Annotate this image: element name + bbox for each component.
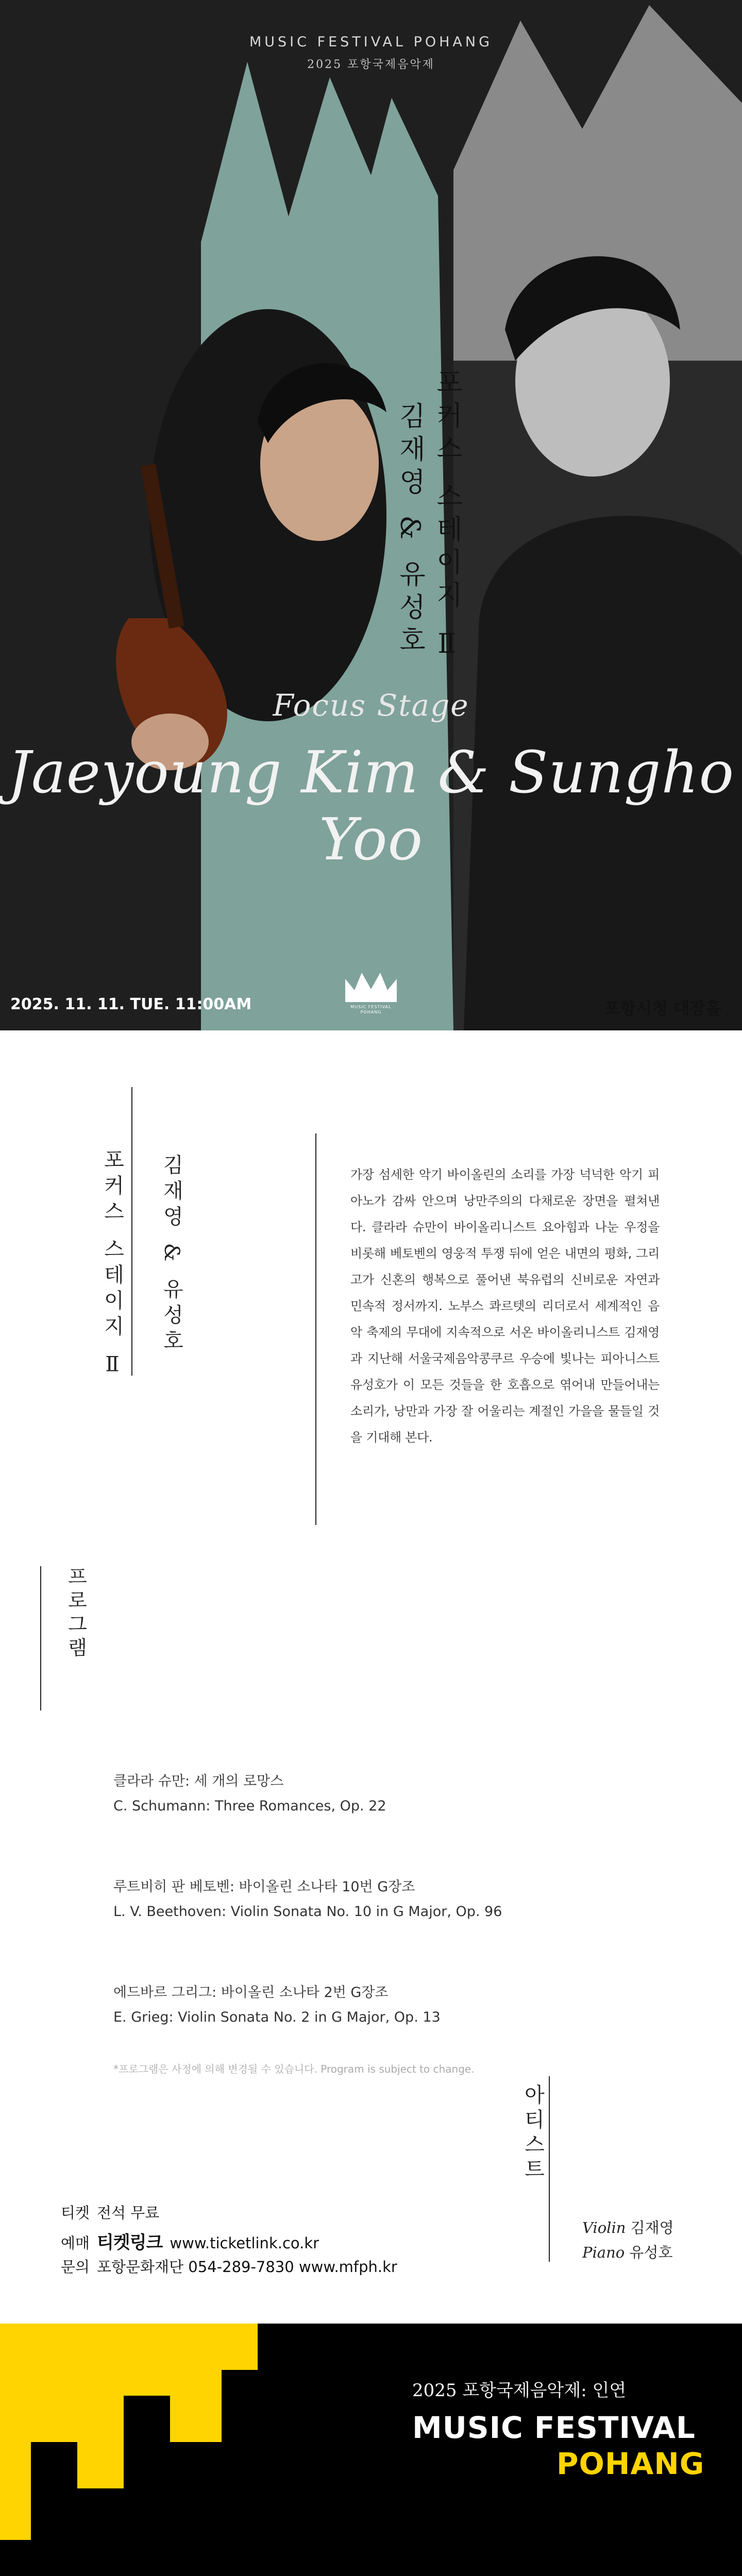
poster-script-line1: Focus Stage [273,688,469,723]
artist-role: Piano [582,2244,625,2261]
inquiry-value: 포항문화재단 054-289-7830 www.mfph.kr [97,2258,397,2276]
program-heading: 프로그램 [64,1566,87,1661]
program-divider [40,1566,41,1710]
festival-title-en-2: POHANG [556,2446,705,2481]
program-note: *프로그램은 사정에 의해 변경될 수 있습니다. Program is subject to change. [113,2063,475,2075]
program-work-2-ko: 루트비히 판 베토벤: 바이올린 소나타 10번 G장조 [113,1879,415,1895]
artist-role: Violin [582,2219,626,2236]
poster-background [0,0,742,1030]
artist-heading: 아티스트 [521,2084,545,2183]
crown-logo-icon [340,969,402,1005]
festival-title-en-1: MUSIC FESTIVAL [412,2410,696,2445]
poster-title-ko-line2: 김재영 & 유성호 [394,402,425,659]
program-work-3-ko: 에드바르 그리그: 바이올린 소나타 2번 G장조 [113,1985,389,2001]
reserve-url-link[interactable]: www.ticketlink.co.kr [170,2234,319,2252]
program-section [0,1566,742,2210]
poster-festival-ko: 2025 포항국제음악제 [307,58,435,71]
ticketlink-logo: 티켓링크 [97,2232,163,2253]
ticket-label: 티켓 [61,2204,90,2222]
intro-section [0,1030,742,1649]
program-work-1-ko: 클라라 슈만: 세 개의 로망스 [113,1773,284,1789]
poster-venue: 포항시청 대잠홀 [604,998,721,1018]
festival-title-ko: 2025 포항국제음악제: 인연 [412,2380,627,2401]
program-work-3-en: E. Grieg: Violin Sonata No. 2 in G Major, Op. 13 [113,2009,441,2025]
poster-date: 2025. 11. 11. TUE. 11:00AM [10,995,252,1013]
ticket-value: 전석 무료 [97,2204,160,2222]
festival-section [0,2324,742,2576]
ticket-row [61,2201,159,2223]
intro-divider-2 [315,1133,316,1525]
inquiry-row [61,2256,397,2277]
artist-row-2 [582,2241,672,2262]
festival-logo [340,969,402,1020]
poster-script-line2: Jaeyoung Kim & Sungho Yoo [7,739,735,873]
intro-vertical-title-1: 포커스 스테이지 Ⅱ [100,1149,124,1382]
intro-description: 가장 섬세한 악기 바이올린의 소리를 가장 넉넉한 악기 피아노가 감싸 안으며 낭만주의의 다채로운 장면을 펼쳐낸다. 클라라 슈만이 바이올리니스트 요아힘과 나눈 우정을 비롯해 베토벤의 영웅적 투쟁 뒤에 얻은 내면의 평화, 그리고가 신혼의 행복으로 풀어낸 북유럽의 신비로운 자연과 민속적 정서까지. 노부스 콰르텟의 리더로서 세계적인 음악 축제의 무대에 지속적으로 서온 바이올리니스트 김재영과 지난해 서울국제음악콩쿠르 우승에 빛나는 피아니스트 유성호가 이 모든 것들을 한 호흡으로 엮어내 만들어내는 소리가, 낭만과 가장 잘 어울리는 계절인 가을을 물들일 것을 기대해 본다. [350,1167,660,1445]
artist-name: 김재영 [630,2219,674,2236]
artist-name: 유성호 [629,2244,673,2261]
intro-vertical-title-2: 김재영 & 유성호 [160,1154,183,1356]
program-work-1-en: C. Schumann: Three Romances, Op. 22 [113,1798,386,1814]
reserve-label: 예매 [61,2234,90,2252]
reserve-row [61,2228,319,2253]
artist-divider [549,2076,550,2262]
intro-divider-1 [131,1087,132,1376]
inquiry-label: 문의 [61,2258,90,2276]
artist-row-1 [582,2216,674,2238]
poster-festival-en: MUSIC FESTIVAL POHANG [249,34,493,50]
poster [0,0,742,1030]
festival-logo-text: MUSIC FESTIVAL POHANG [350,1005,392,1014]
program-work-2-en: L. V. Beethoven: Violin Sonata No. 10 in G Major, Op. 96 [113,1904,502,1920]
poster-title-ko-line1: 포커스 스테이지 Ⅱ [431,368,462,666]
